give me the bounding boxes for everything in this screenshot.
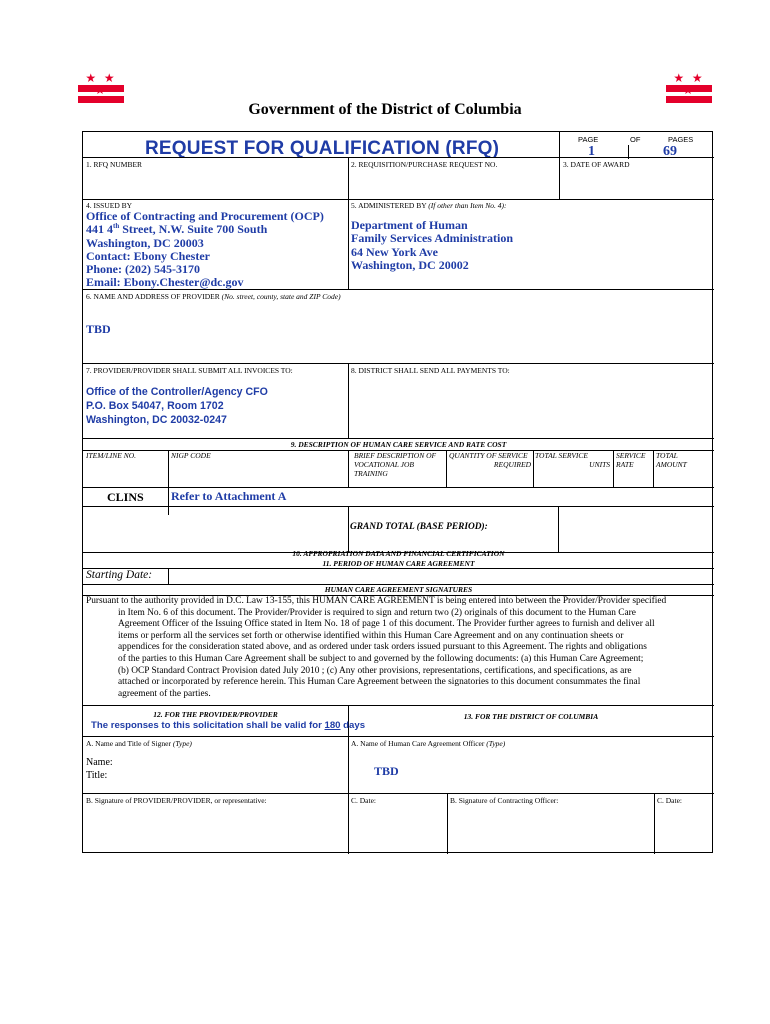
dc-flag-left-icon: ★ ★ bbox=[78, 72, 124, 106]
grand-total-label: GRAND TOTAL (BASE PERIOD): bbox=[350, 522, 488, 532]
provider-name-label: 6. NAME AND ADDRESS OF PROVIDER (No. street, county, state and ZIP Code) bbox=[86, 292, 341, 301]
officer-date-label: C. Date: bbox=[657, 796, 682, 805]
clins-reference: Refer to Attachment A bbox=[171, 489, 287, 503]
administered-by-label: 5. ADMINISTERED BY (If other than Item No. 4): bbox=[351, 201, 507, 210]
provider-name-value: TBD bbox=[86, 322, 111, 336]
page-label: PAGE bbox=[578, 135, 599, 144]
agreement-text: Pursuant to the authority provided in D.C. Law 13-155, this HUMAN CARE AGREEMENT is being entered into between the Provider/Provider specified in Item No. 6 of this document. The Provider/Provider is required to sign and return two (2) originals of this document to the Human Care Agreement Officer of the Issuing Office stated in Item No. 18 of page 1 of this document. The Provider further agrees to furnish and deliver all items or perform all the services set forth or otherwise identified within this Human Care Agreement and on any continuation sheets or appendices for the consideration stated above, and as ordered under task orders issued pursuant to this Agreement. The rights and obligations of the parties to this Human Care Agreement shall be subject to and governed by the following documents: (a) this Human Care Agreement; (b) OCP Standard Contract Provision dated July 2010 ; (c) Any other provisions, representations, certifications, and specifications, as are attached or incorporated by reference herein. This Human Care Agreement between the signatories to this document consummates the final agreement of the parties. bbox=[86, 596, 667, 699]
agreement-officer-value: TBD bbox=[374, 764, 399, 778]
of-label: OF bbox=[630, 135, 641, 144]
invoices-to-address: Office of the Controller/Agency CFO P.O. Box 54047, Room 1702 Washington, DC 20032-0247 bbox=[86, 386, 268, 426]
issued-by-label: 4. ISSUED BY bbox=[86, 201, 133, 210]
district-section-title: 13. FOR THE DISTRICT OF COLUMBIA bbox=[463, 712, 599, 721]
requisition-label: 2. REQUISITION/PURCHASE REQUEST NO. bbox=[351, 160, 498, 169]
col-item-line: ITEM/LINE NO. bbox=[86, 451, 137, 460]
total-pages: 69 bbox=[663, 144, 677, 159]
rfq-number-label: 1. RFQ NUMBER bbox=[86, 160, 143, 169]
contracting-officer-signature-label: B. Signature of Contracting Officer: bbox=[450, 796, 559, 805]
section-9-title: 9. DESCRIPTION OF HUMAN CARE SERVICE AND RATE COST bbox=[290, 440, 507, 449]
col-quantity: QUANTITY OF SERVICE REQUIRED bbox=[449, 451, 531, 469]
starting-date-field[interactable] bbox=[169, 569, 709, 583]
signer-name-label: Name: bbox=[86, 757, 113, 768]
signer-name-title-label: A. Name and Title of Signer (Type) bbox=[86, 739, 192, 748]
col-total-service-units: TOTAL SERVICE UNITS bbox=[535, 451, 610, 469]
clins-label: CLINS bbox=[107, 490, 144, 504]
administered-by-address: Department of Human Family Services Administration 64 New York Ave Washington, DC 20002 bbox=[351, 218, 513, 272]
invoices-to-label: 7. PROVIDER/PROVIDER SHALL SUBMIT ALL INVOICES TO: bbox=[86, 366, 293, 375]
col-brief-description: BRIEF DESCRIPTION OF VOCATIONAL JOB TRAINING bbox=[354, 451, 437, 478]
col-total-amount: TOTAL AMOUNT bbox=[656, 451, 687, 469]
signatures-title: HUMAN CARE AGREEMENT SIGNATURES bbox=[324, 585, 473, 594]
rfq-form bbox=[82, 131, 713, 853]
section-10-title: 10. APPROPRIATION DATA AND FINANCIAL CERTIFICATION bbox=[292, 549, 505, 558]
rfq-title: REQUEST FOR QUALIFICATION (RFQ) bbox=[145, 138, 500, 159]
government-title: Government of the District of Columbia bbox=[248, 101, 522, 118]
starting-date-label: Starting Date: bbox=[86, 569, 153, 581]
dc-flag-right-icon: ★ ★ bbox=[666, 72, 712, 106]
provider-signature-label: B. Signature of PROVIDER/PROVIDER, or representative: bbox=[86, 796, 267, 805]
agreement-officer-label: A. Name of Human Care Agreement Officer (Type) bbox=[351, 739, 506, 748]
page-number: 1 bbox=[588, 144, 595, 159]
signer-title-label: Title: bbox=[86, 770, 108, 781]
validity-note: The responses to this solicitation shall be valid for 180 days bbox=[91, 720, 366, 731]
section-11-title: 11. PERIOD OF HUMAN CARE AGREEMENT bbox=[322, 559, 475, 568]
col-nigp-code: NIGP CODE bbox=[171, 451, 211, 460]
payments-to-label: 8. DISTRICT SHALL SEND ALL PAYMENTS TO: bbox=[351, 366, 510, 375]
provider-date-label: C. Date: bbox=[351, 796, 376, 805]
provider-section-title: 12. FOR THE PROVIDER/PROVIDER bbox=[153, 710, 278, 719]
col-service-rate: SERVICE RATE bbox=[616, 451, 646, 469]
pages-label: PAGES bbox=[668, 135, 694, 144]
issued-by-address: Office of Contracting and Procurement (OCP) 441 4th Street, N.W. Suite 700 South Washington, DC 20003 Contact: Ebony Chester Phone: (202) 545-3170 Email: Ebony.Chester@dc.gov bbox=[86, 209, 324, 290]
date-of-award-label: 3. DATE OF AWARD bbox=[563, 160, 630, 169]
